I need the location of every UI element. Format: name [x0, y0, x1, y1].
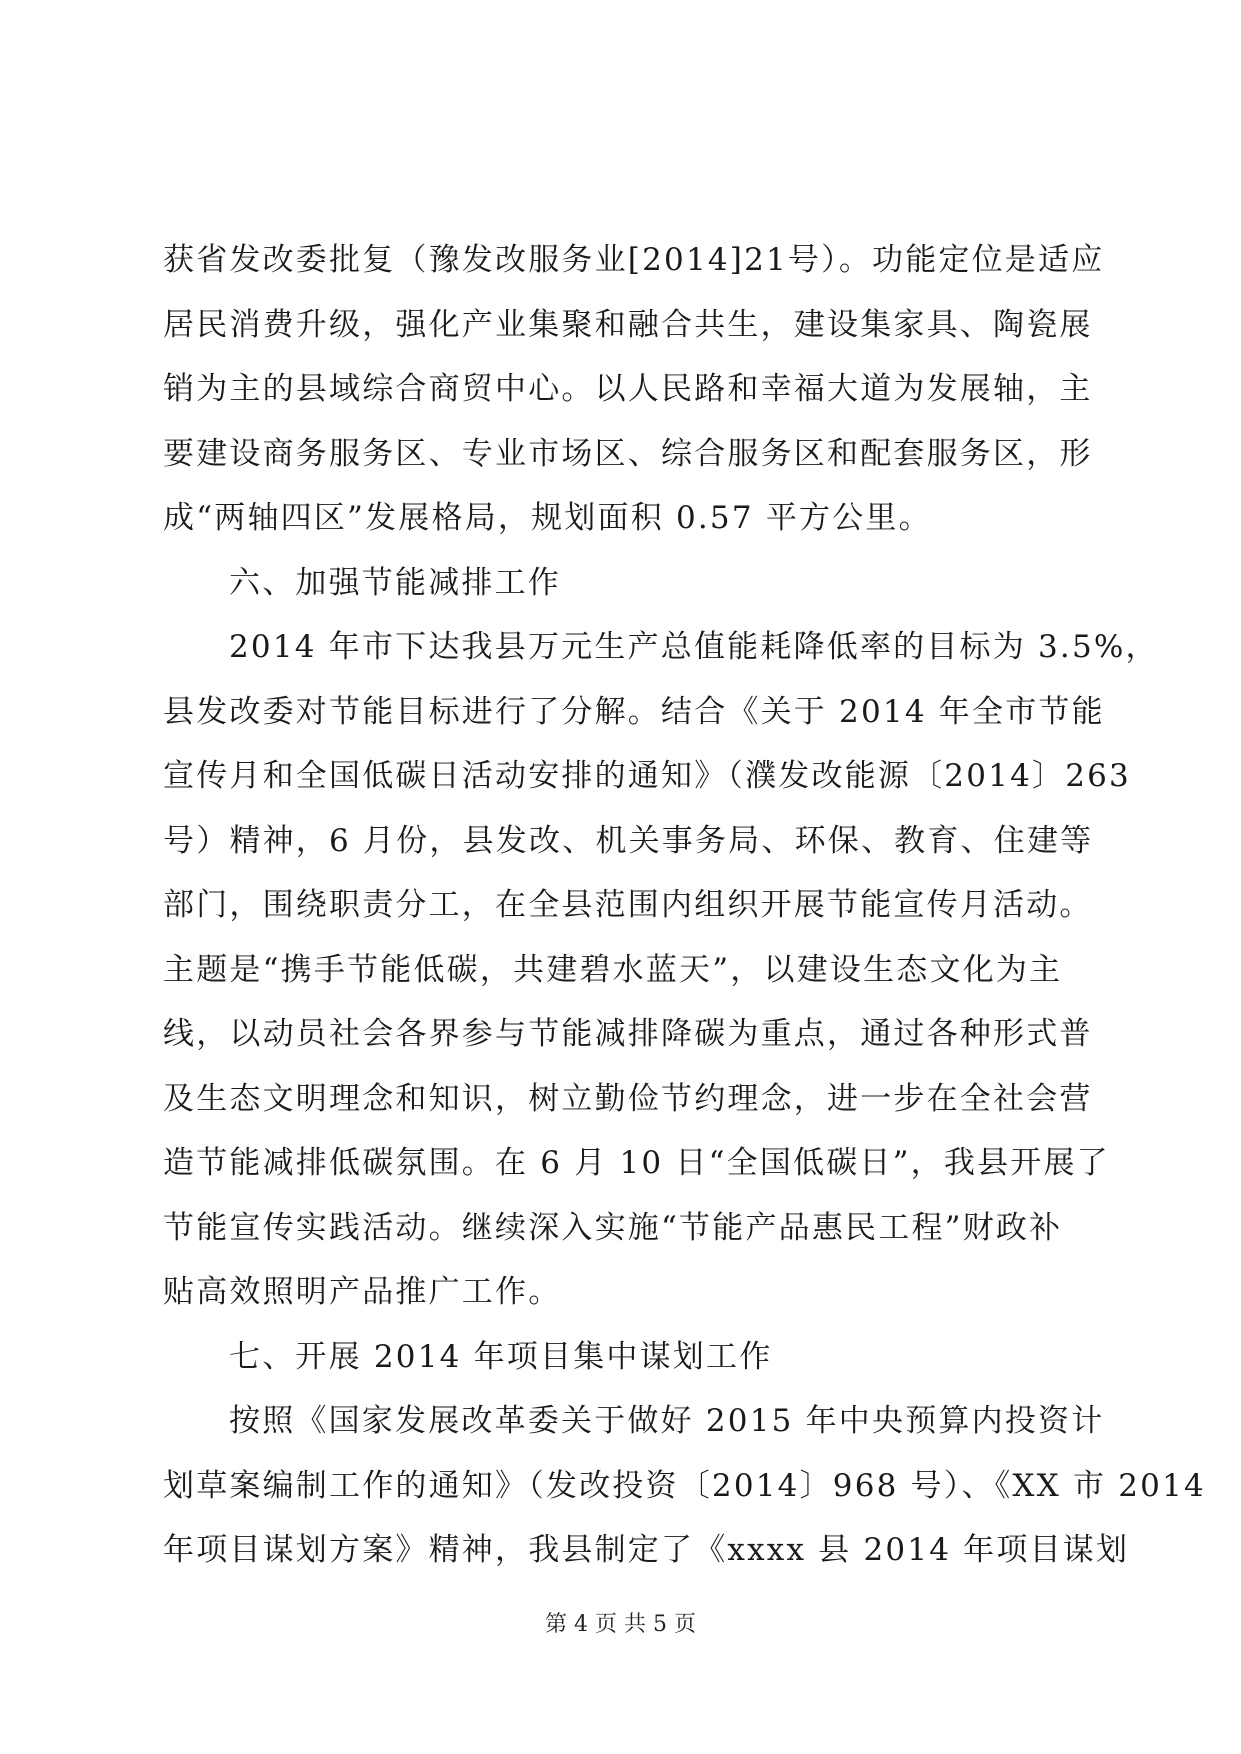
page-footer: 第 4 页 共 5 页: [545, 1612, 696, 1637]
text-line: 居民消费升级，强化产业集聚和融合共生，建设集家具、陶瓷展: [163, 306, 1093, 343]
text-line: 主题是“携手节能低碳，共建碧水蓝天”，以建设生态文化为主: [163, 951, 1063, 988]
text-line: 号）精神，6 月份，县发改、机关事务局、环保、教育、住建等: [163, 822, 1094, 859]
text-line: 成“两轴四区”发展格局，规划面积 0.57 平方公里。: [163, 500, 932, 536]
text-line: 部门，围绕职责分工，在全县范围内组织开展节能宣传月活动。: [163, 887, 1093, 923]
text-line: 造节能减排低碳氛围。在 6 月 10 日“全国低碳日”，我县开展了: [163, 1145, 1110, 1181]
text-line: 宣传月和全国低碳日活动安排的通知》（濮发改能源〔2014〕263: [163, 758, 1131, 794]
text-line: 六、加强节能减排工作: [229, 564, 561, 601]
text-line: 及生态文明理念和知识，树立勤俭节约理念，进一步在全社会营: [163, 1080, 1093, 1117]
text-line: 划草案编制工作的通知》（发改投资〔2014〕968 号）、《XX 市 2014: [163, 1467, 1206, 1504]
text-line: 节能宣传实践活动。继续深入实施“节能产品惠民工程”财政补: [163, 1209, 1063, 1246]
text-line: 七、开展 2014 年项目集中谋划工作: [229, 1338, 773, 1375]
text-line: 按照《国家发展改革委关于做好 2015 年中央预算内投资计: [229, 1403, 1105, 1439]
text-line: 获省发改委批复（豫发改服务业[2014]21号）。功能定位是适应: [163, 242, 1105, 278]
text-line: 年项目谋划方案》精神，我县制定了《xxxx 县 2014 年项目谋划: [163, 1532, 1130, 1568]
text-line: 要建设商务服务区、专业市场区、综合服务区和配套服务区，形: [163, 435, 1093, 472]
text-line: 贴高效照明产品推广工作。: [163, 1274, 562, 1310]
text-line: 销为主的县域综合商贸中心。以人民路和幸福大道为发展轴，主: [163, 371, 1093, 407]
text-line: 县发改委对节能目标进行了分解。结合《关于 2014 年全市节能: [163, 693, 1105, 730]
text-line: 线，以动员社会各界参与节能减排降碳为重点，通过各种形式普: [163, 1016, 1093, 1052]
document-body: [163, 228, 1206, 1583]
text-line: 2014 年市下达我县万元生产总值能耗降低率的目标为 3.5%，: [229, 629, 1159, 665]
